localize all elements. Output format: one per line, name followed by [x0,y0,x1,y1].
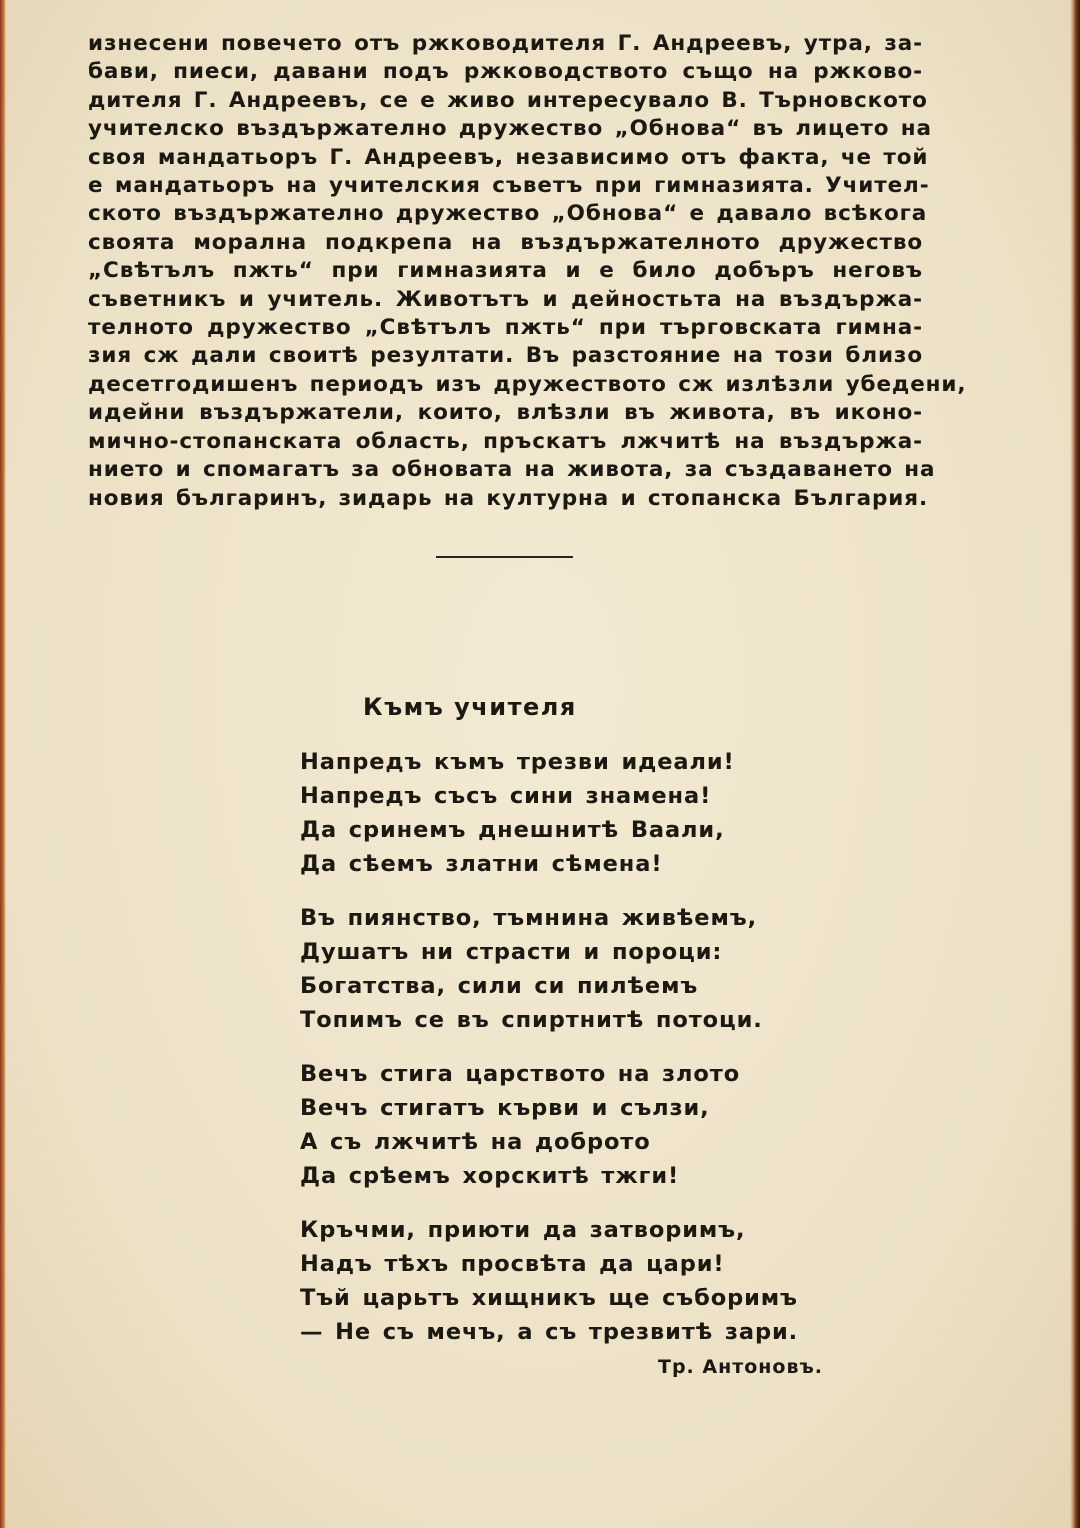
poem-verse: Напредъ съсъ сини знамена! [300,783,712,809]
section-divider [436,556,573,558]
paragraph-line: своя мандатьоръ Г. Андреевъ, независимо отъ факта, че той [88,144,929,170]
paragraph-line: своята морална подкрепа на въздържателното дружество [88,229,923,255]
paragraph-line: идейни въздържатели, които, влѣзли въ живота, въ иконо- [88,400,923,426]
poem-verse: Душатъ ни страсти и пороци: [300,939,723,965]
paragraph-line: десетгодишенъ периодъ изъ дружеството сж излѣзли убедени, [88,371,967,397]
poem-verse: Топимъ се въ спиртнитѣ потоци. [300,1007,763,1033]
page-edge-right [1070,0,1080,1528]
paragraph-line: нието и спомагатъ за обновата на живота, за създаването на [88,457,936,483]
poem-verse: Вечъ стига царството на злото [300,1061,741,1087]
poem-verse: Напредъ къмъ трезви идеали! [300,749,735,775]
paragraph-line: телното дружество „Свѣтълъ пжть“ при търговската гимна- [88,315,923,341]
poem-verse: Въ пиянство, тъмнина живѣемъ, [300,905,758,931]
poem-verse: Вечъ стигатъ кърви и сълзи, [300,1095,710,1121]
article-paragraph [88,30,967,513]
poem-stanza [300,745,820,881]
paragraph-line: учителско въздържателно дружество „Обнова“ въ лицето на [88,116,932,142]
poem [300,745,820,1369]
paragraph-line: бави, пиеси, давани подъ ржководството също на ржково- [88,59,923,85]
paragraph-line: ското въздържателно дружество „Обнова“ е давало всѣкога [88,201,928,227]
poem-stanza [300,901,820,1037]
poem-verse: Надъ тѣхъ просвѣта да цари! [300,1251,725,1277]
paragraph-line: мично-стопанската область, пръскатъ лжчитѣ на въздържа- [88,428,923,454]
paragraph-line: дителя Г. Андреевъ, се е живо интересувало В. Търновското [88,87,928,113]
poem-verse: Кръчми, приюти да затворимъ, [300,1217,746,1243]
paragraph-line: „Свѣтълъ пжть“ при гимназията и е било добъръ неговъ [88,258,923,284]
paragraph-line: зия сж дали своитѣ резултати. Въ разстояние на този близо [88,343,923,369]
poem-verse: — Не съ мечъ, а съ трезвитѣ зари. [300,1319,799,1345]
poem-verse: Да сринемъ днешнитѣ Ваали, [300,817,725,843]
poem-verse: А съ лжчитѣ на доброто [300,1129,651,1155]
paragraph-line: новия българинъ, зидарь на културна и стопанска България. [88,485,929,511]
poem-verse: Да сѣемъ златни сѣмена! [300,851,663,877]
poem-stanza [300,1213,820,1349]
poem-author: Тр. Антоновъ. [658,1356,823,1378]
poem-verse: Да срѣемъ хорскитѣ тжги! [300,1163,680,1189]
poem-verse: Тъй царьтъ хищникъ ще съборимъ [300,1285,798,1311]
paragraph-line: изнесени повечето отъ ржководителя Г. Андреевъ, утра, за- [88,31,923,56]
poem-stanza [300,1057,820,1193]
paragraph-line: е мандатьоръ на учителския съветъ при гимназията. Учител- [88,173,930,199]
poem-title: Къмъ учителя [363,693,577,721]
poem-verse: Богатства, сили си пилѣемъ [300,973,699,999]
page-edge-left [0,0,6,1528]
paragraph-line: съветникъ и учитель. Животътъ и дейностьта на въздържа- [88,286,923,312]
